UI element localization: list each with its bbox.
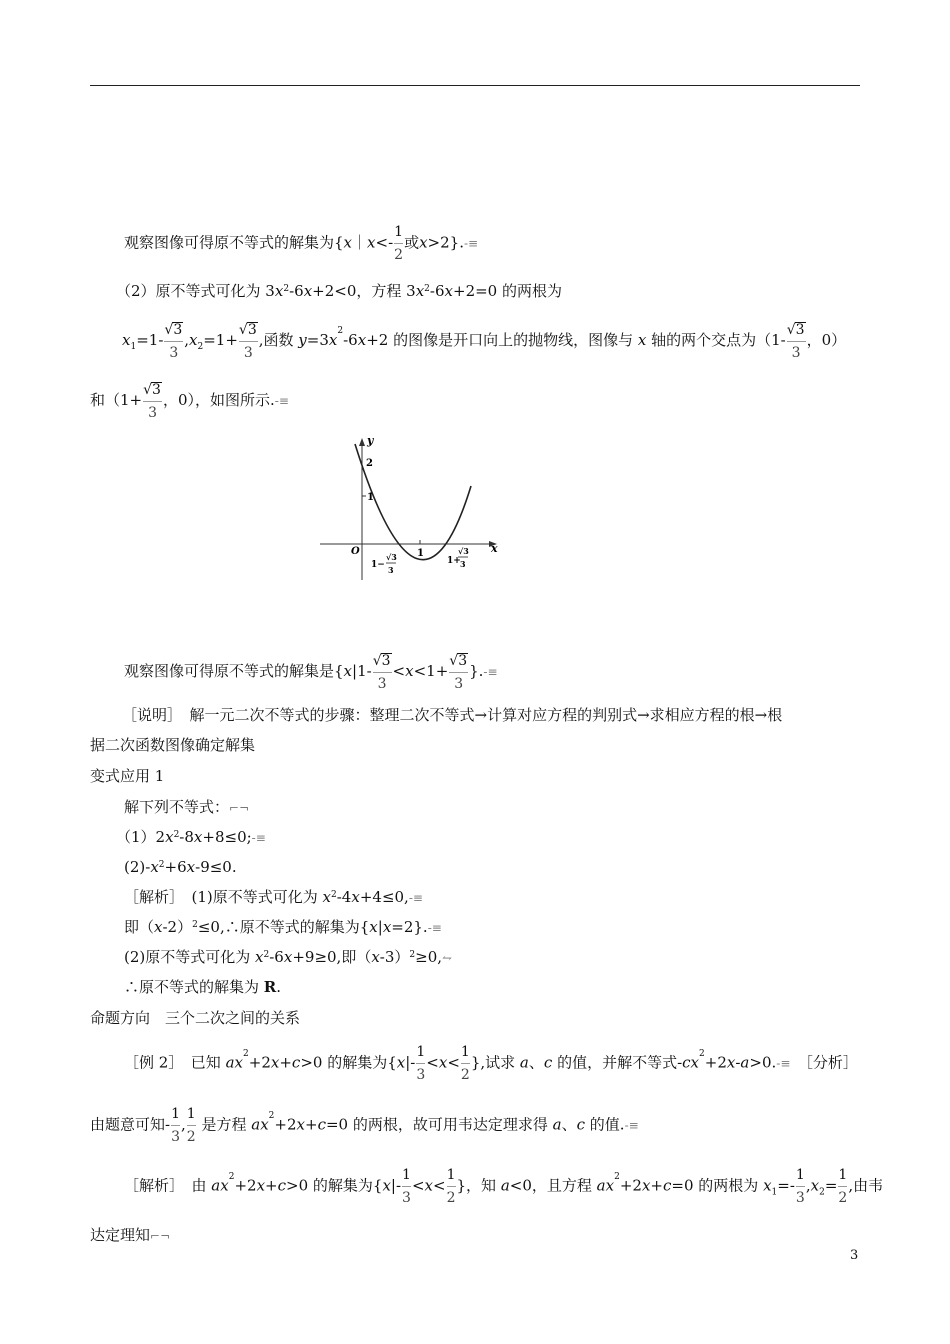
para-note-line1: ［说明］ 解一元二次不等式的步骤：整理二次不等式→计算对应方程的判别式→求相应方程的根→根	[122, 706, 783, 724]
text: <-	[375, 233, 394, 252]
header-rule	[90, 85, 860, 86]
root2-num: √3	[458, 546, 469, 556]
fraction: $\frac{1}{3}$	[402, 1167, 411, 1206]
para-solution-set-1	[124, 225, 478, 262]
fraction: $\frac{1}{2}$	[838, 1167, 848, 1206]
fraction: $\frac{1}{3}$	[795, 1167, 805, 1206]
var: x	[343, 233, 353, 252]
para-analysis-1: ［解析］ (1)原不等式可化为 $x^2-4x+4\le 0,-\equiv$	[124, 888, 423, 906]
var: x	[367, 233, 376, 252]
text: 观察图像可得原不等式的解集为{	[124, 233, 344, 252]
fraction: $\frac{1}{2}$	[394, 224, 404, 263]
x-label: x	[491, 542, 498, 555]
root2-den: 3	[460, 559, 466, 569]
para-solution-set-2: 观察图像可得原不等式的解集是{x|1- $\frac{√3}{3}$ <x<1+ $\frac{√3}{3}$ }.-≡	[124, 653, 498, 692]
fraction: $\frac{√3}{3}$	[786, 322, 805, 361]
fraction: $\frac{1}{2}$	[186, 1106, 196, 1145]
heading-topic: 命题方向 三个二次之间的关系	[90, 1009, 301, 1027]
fraction: $\frac{√3}{3}$	[143, 382, 161, 421]
para-problem-2: $(2)-x^2+6x-9\le 0$.	[124, 858, 237, 876]
para-roots: $x_1=1-$ $\frac{√3}{3}$ $,x_2=1+$ $\frac{√3}{3}$ ,函数 $y=3x^2-6x+2$ 的图像是开口向上的抛物线，图像与 x 轴的两个交点为（1- $\frac{√3}{3}$ ，0）	[122, 322, 847, 361]
text: 或	[404, 233, 420, 252]
paragraph-mark: -≡	[463, 236, 479, 251]
y-axis-arrow	[359, 438, 365, 446]
y-tick-label-1: 1	[367, 492, 374, 503]
fraction: $\frac{1}{3}$	[171, 1106, 180, 1145]
para-note-line2: 据二次函数图像确定解集	[90, 736, 256, 754]
parabola-graph	[315, 430, 505, 585]
fraction: $\frac{1}{3}$	[416, 1044, 426, 1083]
para-analysis-example: 由题意可知- $\frac{1}{3}$ , $\frac{1}{2}$ 是方程 $ax^2+2x+c=0$ 的两根，故可用韦达定理求得 a、c 的值.-≡	[90, 1106, 639, 1145]
root2-label: 1+	[447, 556, 461, 566]
root1-label: 1−	[371, 560, 385, 570]
fraction: $\frac{√3}{3}$	[164, 322, 183, 361]
x-tick-label-1: 1	[417, 548, 424, 559]
para-solution-example: ［解析］ 由 $ax^2+2x+c>0$ 的解集为{x|- $\frac{1}{3}$ <x< $\frac{1}{2}$ }，知 a<0，且方程 $ax^2+2x+c=0$ 的两根为 $x_1=-$ $\frac{1}{3}$ $,x_2=$ $\frac{1}{2}$ ,由韦	[124, 1167, 884, 1206]
var: x	[419, 233, 428, 252]
y-tick-label-2: 2	[366, 458, 373, 469]
para-problem-1: $(1)2x^2-8x+8\le 0;-\equiv$	[116, 828, 266, 846]
y-label: y	[367, 434, 374, 447]
fraction: $\frac{1}{2}$	[460, 1044, 470, 1083]
root1-num: √3	[386, 552, 397, 562]
text: >2}.	[427, 233, 464, 252]
fraction: $\frac{√3}{3}$	[372, 653, 391, 692]
page-number: 3	[850, 1248, 859, 1263]
origin-label: O	[351, 546, 360, 557]
fraction: $\frac{1}{2}$	[446, 1167, 456, 1206]
para-inequality-2: （2）原不等式可化为 $3x^2-6x+2<0$，方程 $3x^2-6x+2=0$ 的两根为	[116, 282, 562, 300]
heading-variant: 变式应用 1	[90, 767, 165, 785]
para-intersection: 和（1+ $\frac{√3}{3}$ ，0），如图所示.-≡	[90, 382, 289, 421]
root1-den: 3	[388, 565, 394, 575]
para-example-2: ［例 2］ 已知 $ax^2+2x+c>0$ 的解集为{x|- $\frac{1}{3}$ <x< $\frac{1}{2}$ },试求 a、c 的值，并解不等式$-cx^2+2x-a>0.-\equiv$ ［分析］	[124, 1044, 858, 1083]
para-vieta: 达定理知⌐¬	[90, 1226, 171, 1244]
para-solve: 解下列不等式：⌐¬	[124, 798, 250, 816]
fraction: $\frac{√3}{3}$	[449, 653, 468, 692]
para-analysis-4: ∴原不等式的解集为 R.	[124, 978, 282, 996]
para-analysis-3: (2)原不等式可化为 $x^2-6x+9\ge 0$,即$(x-3)^2\ge 0,⥊$	[124, 948, 453, 966]
fraction: $\frac{√3}{3}$	[238, 322, 257, 361]
text: ｜	[352, 233, 368, 252]
para-analysis-2: 即$(x-2)^2\le 0,\therefore$原不等式的解集为{x|x=2}.-≡	[124, 918, 442, 936]
